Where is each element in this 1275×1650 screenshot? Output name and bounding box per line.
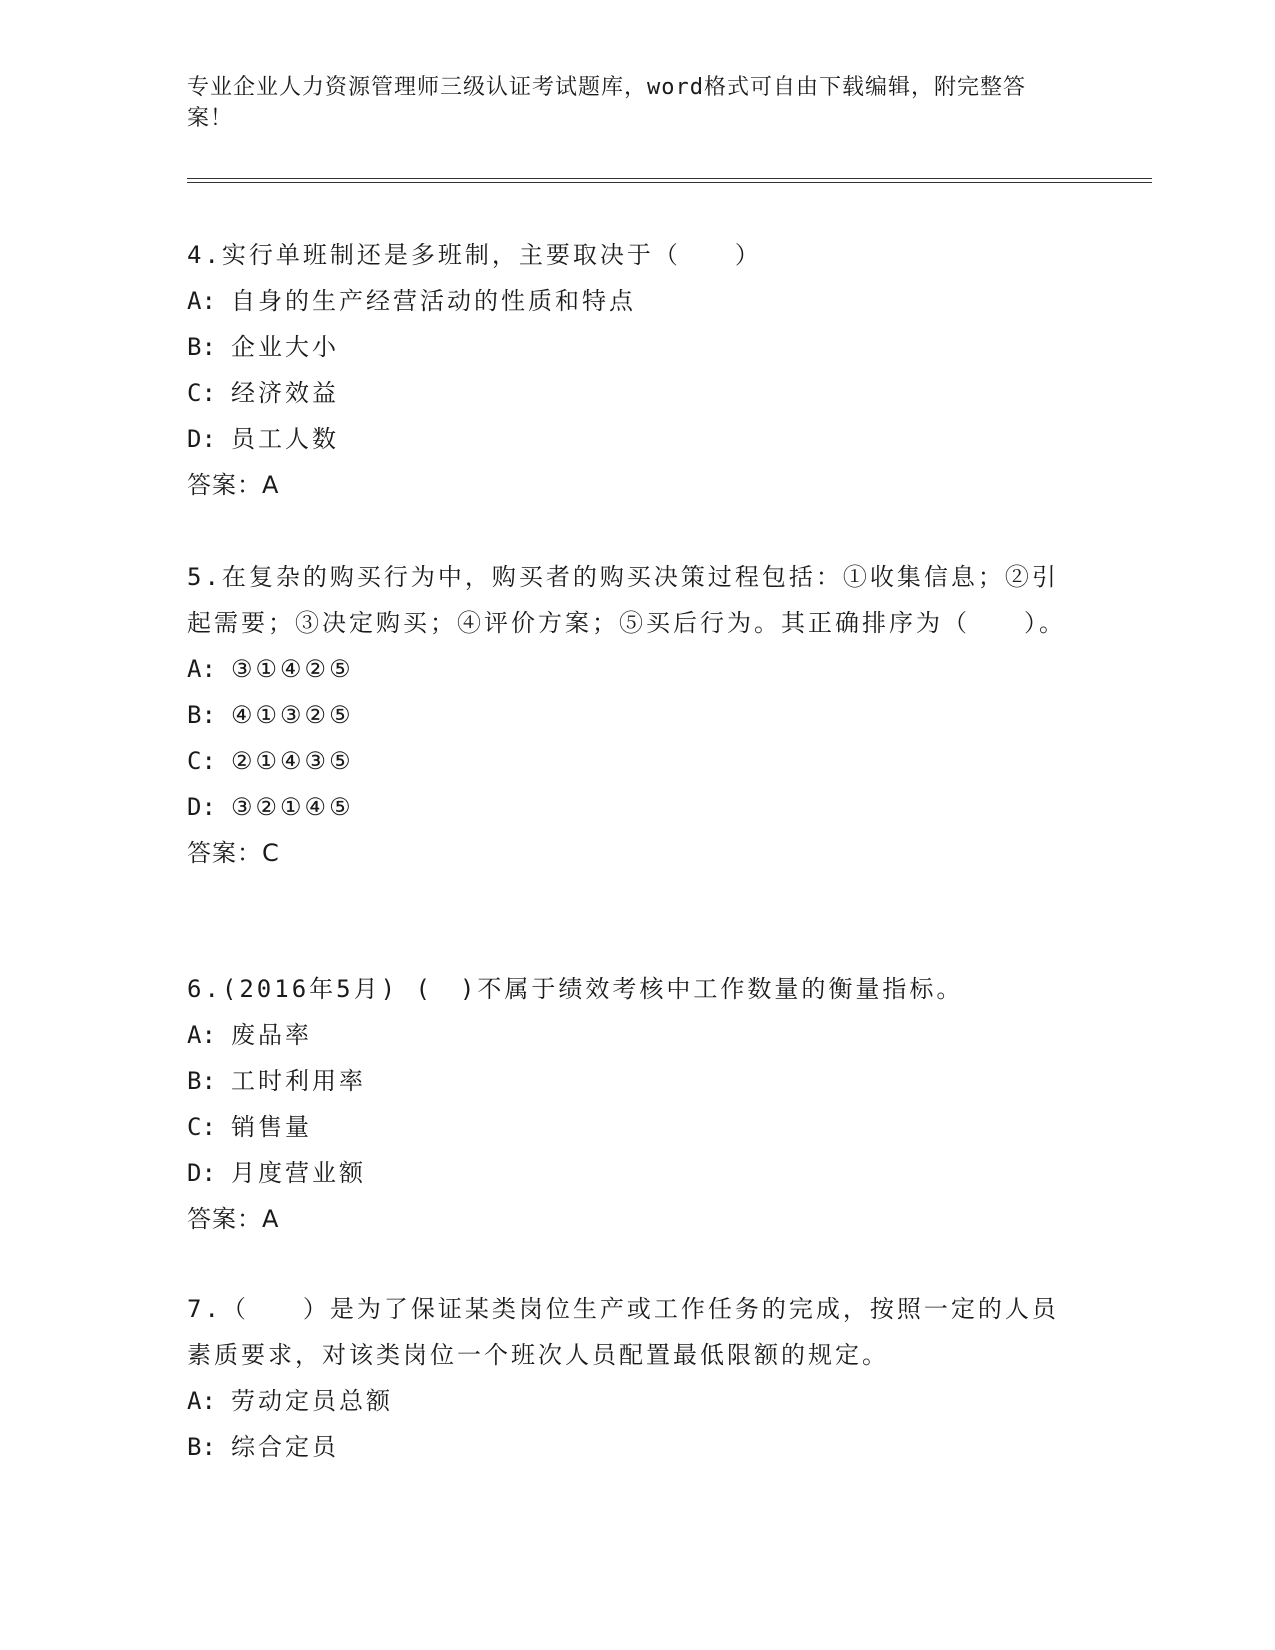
option-letter: D: bbox=[187, 425, 216, 453]
option-text: 工时利用率 bbox=[231, 1067, 366, 1095]
option-text: 月度营业额 bbox=[231, 1159, 366, 1187]
option-d bbox=[187, 784, 1067, 830]
question-stem: 5.在复杂的购买行为中，购买者的购买决策过程包括：①收集信息；②引起需要；③决定购买；④评价方案；⑤买后行为。其正确排序为（ ）。 bbox=[187, 563, 1066, 637]
question-6 bbox=[187, 966, 1067, 1242]
option-letter: A: bbox=[187, 655, 216, 683]
option-b bbox=[187, 692, 1067, 738]
option-letter: B: bbox=[187, 1067, 216, 1095]
option-c bbox=[187, 738, 1067, 784]
option-letter: C: bbox=[187, 747, 216, 775]
header-divider-bottom bbox=[187, 182, 1152, 183]
option-letter: A: bbox=[187, 1387, 216, 1415]
option-b bbox=[187, 1058, 1067, 1104]
option-text: 经济效益 bbox=[231, 379, 339, 407]
option-letter: A: bbox=[187, 287, 216, 315]
option-text: 销售量 bbox=[231, 1113, 312, 1141]
option-text: 自身的生产经营活动的性质和特点 bbox=[231, 287, 636, 315]
option-letter: B: bbox=[187, 1433, 216, 1461]
question-stem: 4.实行单班制还是多班制，主要取决于（ ） bbox=[187, 241, 762, 269]
question-stem: 7.（ ）是为了保证某类岗位生产或工作任务的完成，按照一定的人员素质要求，对该类岗位一个班次人员配置最低限额的规定。 bbox=[187, 1295, 1059, 1369]
option-letter: B: bbox=[187, 333, 216, 361]
question-5 bbox=[187, 554, 1067, 876]
option-letter: C: bbox=[187, 1113, 216, 1141]
header-divider-top bbox=[187, 178, 1152, 179]
option-a bbox=[187, 646, 1067, 692]
option-b bbox=[187, 324, 1067, 370]
option-letter: D: bbox=[187, 1159, 216, 1187]
option-c bbox=[187, 1104, 1067, 1150]
option-b bbox=[187, 1424, 1067, 1470]
option-text: ③②①④⑤ bbox=[231, 793, 354, 821]
answer: 答案：A bbox=[187, 1205, 280, 1233]
answer: 答案：A bbox=[187, 471, 280, 499]
page-header: 专业企业人力资源管理师三级认证考试题库，word格式可自由下载编辑，附完整答案！ bbox=[187, 75, 1026, 131]
option-a bbox=[187, 278, 1067, 324]
option-d bbox=[187, 1150, 1067, 1196]
question-7 bbox=[187, 1286, 1067, 1470]
option-letter: D: bbox=[187, 793, 216, 821]
option-c bbox=[187, 370, 1067, 416]
question-stem: 6.(2016年5月) ( )不属于绩效考核中工作数量的衡量指标。 bbox=[187, 975, 964, 1003]
option-text: 废品率 bbox=[231, 1021, 312, 1049]
option-text: 劳动定员总额 bbox=[231, 1387, 393, 1415]
option-letter: C: bbox=[187, 379, 216, 407]
option-text: ③①④②⑤ bbox=[231, 655, 354, 683]
option-text: ②①④③⑤ bbox=[231, 747, 354, 775]
question-4 bbox=[187, 232, 1067, 508]
option-letter: B: bbox=[187, 701, 216, 729]
option-d bbox=[187, 416, 1067, 462]
option-text: 员工人数 bbox=[231, 425, 339, 453]
option-a bbox=[187, 1012, 1067, 1058]
option-a bbox=[187, 1378, 1067, 1424]
option-text: 企业大小 bbox=[231, 333, 339, 361]
option-letter: A: bbox=[187, 1021, 216, 1049]
answer: 答案：C bbox=[187, 839, 280, 867]
option-text: 综合定员 bbox=[231, 1433, 339, 1461]
option-text: ④①③②⑤ bbox=[231, 701, 354, 729]
